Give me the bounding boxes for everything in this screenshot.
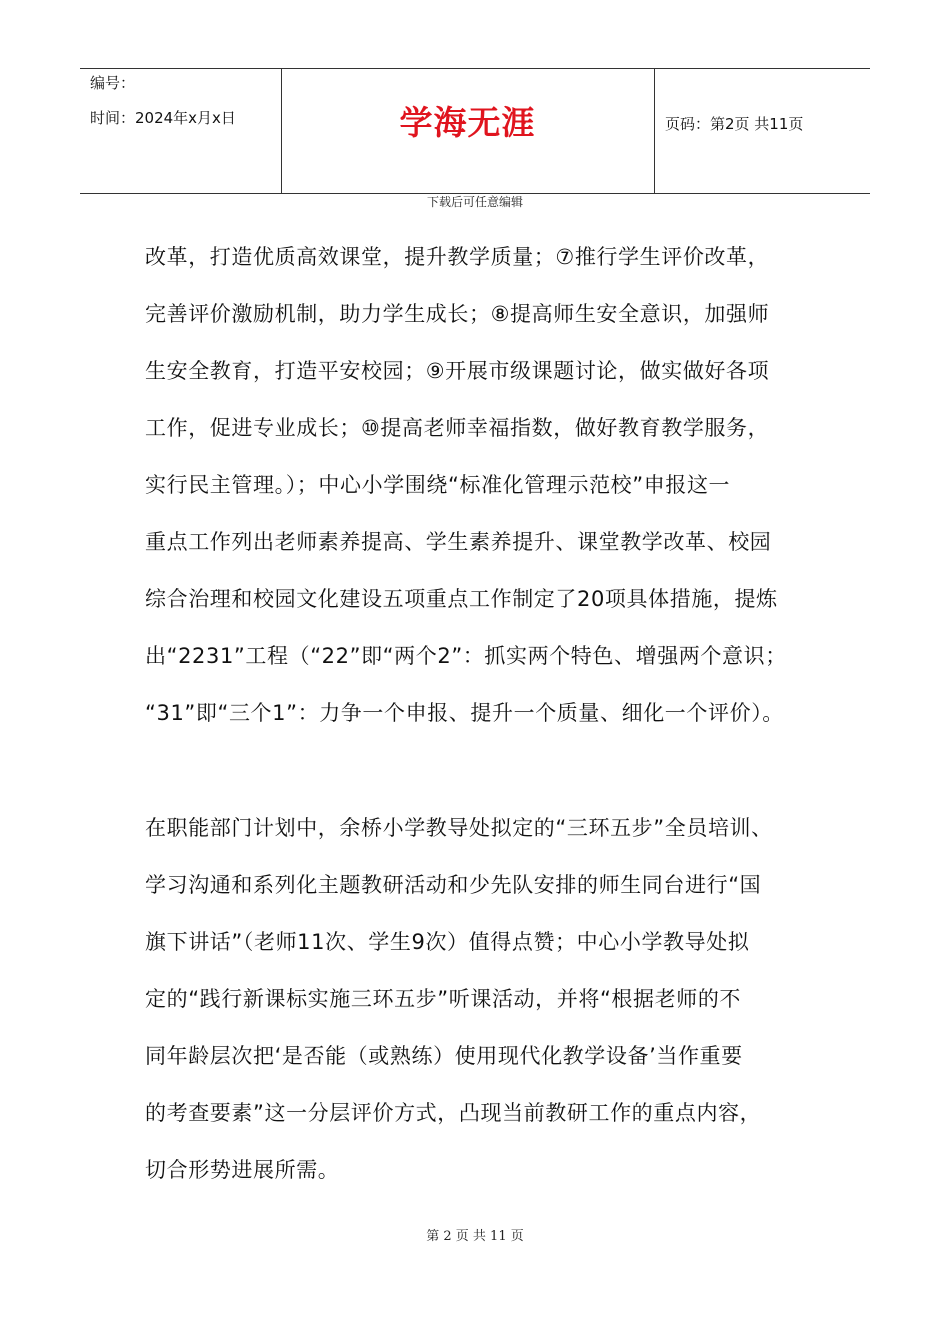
body-line: 在职能部门计划中，余桥小学教导处拟定的“三环五步”全员培训、 — [145, 816, 773, 840]
body-line: 的考查要素”这一分层评价方式，凸现当前教研工作的重点内容， — [145, 1101, 762, 1125]
body-line: 改革，打造优质高效课堂，提升教学质量；⑦推行学生评价改革， — [145, 245, 770, 269]
body-line: 综合治理和校园文化建设五项重点工作制定了20项具体措施，提炼 — [145, 587, 778, 611]
brand-title: 学海无涯 — [399, 103, 536, 142]
body-line: 定的“践行新课标实施三环五步”听课活动，并将“根据老师的不 — [145, 987, 742, 1011]
header-left-cell — [80, 69, 282, 193]
body-line: 完善评价激励机制，助力学生成长；⑧提高师生安全意识，加强师 — [145, 302, 770, 326]
body-line: 实行民主管理。）；中心小学围绕“标准化管理示范校”申报这一 — [145, 473, 731, 497]
page-footer: 第 2 页 共 11 页 — [426, 1229, 524, 1244]
body-line: 切合形势进展所需。 — [145, 1158, 340, 1182]
document-number-label: 编号： — [90, 74, 136, 92]
download-note: 下载后可任意编辑 — [426, 195, 523, 209]
page-info-label: 页码：第2页 共11页 — [665, 115, 804, 133]
body-line: 出“2231”工程（“22”即“两个2”：抓实两个特色、增强两个意识； — [145, 644, 787, 668]
header-right-cell — [655, 69, 870, 193]
body-line: 同年龄层次把‘是否能（或熟练）使用现代化教学设备’当作重要 — [145, 1044, 743, 1068]
document-header — [80, 68, 870, 194]
body-line: 重点工作列出老师素养提高、学生素养提升、课堂教学改革、校园 — [145, 530, 772, 554]
body-line: “31”即“三个1”：力争一个申报、提升一个质量、细化一个评价）。 — [145, 701, 784, 725]
body-line: 生安全教育，打造平安校园；⑨开展市级课题讨论，做实做好各项 — [145, 359, 770, 383]
body-line: 工作，促进专业成长；⑩提高老师幸福指数，做好教育教学服务， — [145, 416, 770, 440]
body-line: 旗下讲话”（老师11次、学生9次）值得点赞；中心小学教导处拟 — [145, 930, 750, 954]
body-line: 学习沟通和系列化主题教研活动和少先队安排的师生同台进行“国 — [145, 873, 762, 897]
document-date-label: 时间：2024年x月x日 — [90, 109, 236, 127]
header-center-cell — [281, 69, 655, 193]
